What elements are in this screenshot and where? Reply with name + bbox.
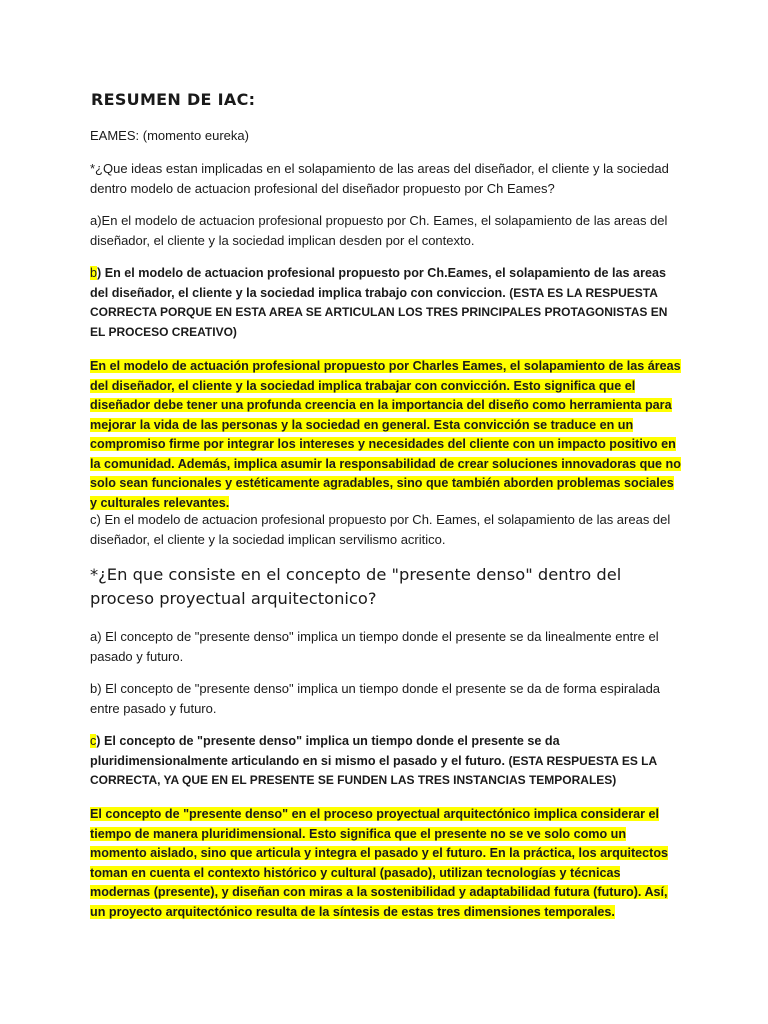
document-title: RESUMEN DE IAC: [91,90,256,109]
q2-option-c-text: ) El concepto de "presente denso" implica un tiempo donde el presente se da pluridimensionalmente articulando en si mismo el pasado y el futuro. [90,734,560,768]
question-2: *¿En que consiste en el concepto de "presente denso" dentro del proceso proyectual arquitectonico? [90,565,622,608]
eames-line: EAMES: (momento eureka) [90,128,249,143]
q2-option-c-letter: c [90,734,97,748]
q1-option-b-text: ) En el modelo de actuacion profesional propuesto por Ch.Eames, el solapamiento de las areas del diseñador, el cliente y la sociedad implica trabajo con conviccion. [90,266,666,300]
q1-option-a: a)En el modelo de actuacion profesional propuesto por Ch. Eames, el solapamiento de las areas del diseñador, el cliente y la sociedad implican desden por el contexto. [90,213,668,248]
q2-explanation-text: El concepto de "presente denso" en el proceso proyectual arquitectónico implica considerar el tiempo de manera pluridimensional. Esto significa que el presente no se ve solo como un momento aislado, sino que articula y integra el pasado y el futuro. En la práctica, los arquitectos toman en cuenta el contexto histórico y cultural (pasado), utilizan tecnologías y técnicas modernas (presente), y diseñan con miras a la sostenibilidad y adaptabilidad futura (futuro). Así, un proyecto arquitectónico resulta de la síntesis de estas tres dimensiones temporales. [90,807,669,919]
q1-option-b [90,264,682,342]
q1-option-b-letter: b [90,266,98,280]
q2-option-a: a) El concepto de "presente denso" implica un tiempo donde el presente se da linealmente entre el pasado y futuro. [90,629,659,664]
q1-option-c: c) En el modelo de actuacion profesional propuesto por Ch. Eames, el solapamiento de las areas del diseñador, el cliente y la sociedad implican servilismo acritico. [90,512,671,547]
q2-option-b: b) El concepto de "presente denso" implica un tiempo donde el presente se da de forma espiralada entre pasado y futuro. [90,681,661,716]
q2-option-c-note: (ESTA RESPUESTA ES LA CORRECTA, YA QUE EN EL PRESENTE SE FUNDEN LAS TRES INSTANCIAS TEMPORALES) [90,753,657,787]
q2-explanation [90,805,682,922]
question-1: *¿Que ideas estan implicadas en el solapamiento de las areas del diseñador, el cliente y la sociedad dentro modelo de actuacion profesional del diseñador propuesto por Ch Eames? [90,161,669,196]
q1-explanation-text: En el modelo de actuación profesional propuesto por Charles Eames, el solapamiento de las áreas del diseñador, el cliente y la sociedad implica trabajar con convicción. Esto significa que el diseñador debe tener una profunda creencia en la importancia del diseño como herramienta para mejorar la vida de las personas y la sociedad en general. Esta convicción se traduce en un compromiso firme por integrar los intereses y necesidades del cliente con un impacto positivo en la comunidad. Además, implica asumir la responsabilidad de crear soluciones innovadoras que no solo sean funcionales y estéticamente agradables, sino que también aborden problemas sociales y culturales relevantes. [90,359,681,510]
q2-option-c [90,732,682,791]
q1-option-b-note: (ESTA ES LA RESPUESTA CORRECTA PORQUE EN ESTA AREA SE ARTICULAN LOS TRES PRINCIPALES PROTAGONISTAS EN EL PROCESO CREATIVO) [90,285,668,339]
q1-explanation [90,357,682,513]
